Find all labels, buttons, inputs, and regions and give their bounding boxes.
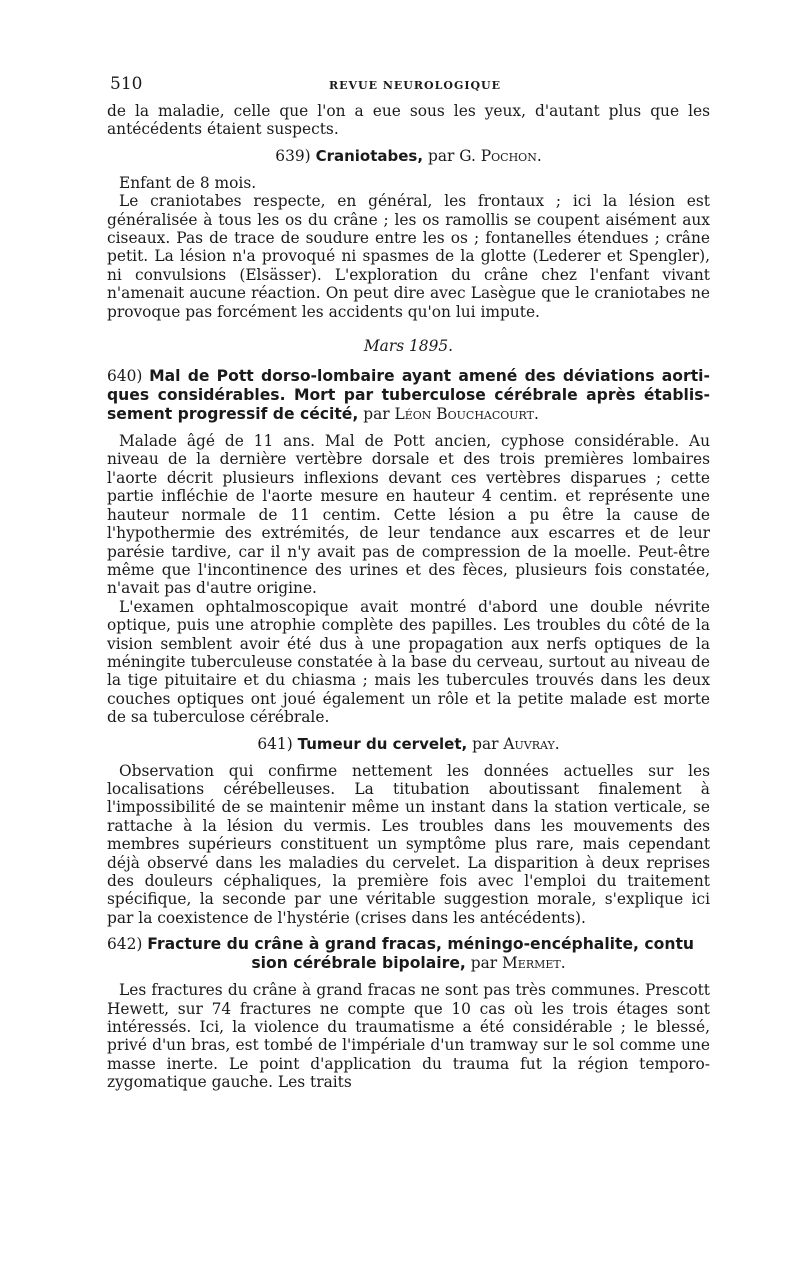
article-640-title [107,367,710,424]
article-642-heading-line-1: Fracture du crâne à grand fracas, méningo-encéphalite, contu [147,935,695,954]
section-date: Mars 1895. [363,337,454,356]
article-641-para-1: Observation qui confirme nettement les données actuelles sur les localisations cérébelleuses. La titubation aboutissant finalement à l'impossibilité de se maintenir même un instant dans la station verticale, se rattache à la lésion du vermis. Les troubles dans les mouvements des membres supérieurs constituent un symptôme plus rare, mais cependant déjà observé dans les maladies du cervelet. La disparition à deux reprises des douleurs céphaliques, la première fois avec l'emploi du traitement spécifique, la seconde par une véritable suggestion morale, s'explique ici par la coexistence de l'hystérie (crises dans les antécédents). [107,761,710,927]
article-641-number: 641) [257,734,293,753]
page-header [107,74,710,96]
article-641-title [107,735,710,754]
article-641-heading: Tumeur du cervelet, [297,734,468,753]
intro-paragraph: de la maladie, celle que l'on a eue sous les yeux, d'autant plus que les antécédents étaient suspects. [107,102,710,139]
running-title: REVUE NEUROLOGIQUE [329,79,502,92]
article-642-title [107,935,710,973]
article-642-by: par [470,954,498,973]
article-641-by: par [472,734,499,753]
article-640-para-2: L'examen ophtalmoscopique avait montré d'abord une double névrite optique, puis une atrophie complète des papilles. Les troubles du côté de la vision semblent avoir été dus à une propagation aux nerfs optiques de la méningite tuberculeuse constatée à la base du cerveau, surtout au niveau de la tige pituitaire et du chiasma ; mais les tubercules trouvés dans les deux couches optiques ont joué également un rôle et la petite malade est morte de sa tuberculose cérébrale. [107,597,710,727]
article-642-number: 642) [107,935,143,954]
article-640-author: Léon Bouchacourt. [394,405,539,424]
article-642-para-1: Les fractures du crâne à grand fracas ne sont pas très communes. Prescott Hewett, sur 74 fractures ne compte que 10 cas où les trois étages sont intéressés. Ici, la violence du traumatisme a été considérable ; le blessé, privé d'un bras, est tombé de l'impériale d'un tramway sur le sol comme une masse inerte. Le point d'application du trauma fut la région temporo-zygomatique gauche. Les traits [107,981,710,1092]
article-639-para-2: Le craniotabes respecte, en général, les frontaux ; ici la lésion est généralisée à tous les os du crâne ; les os ramollis se coupent aisément aux ciseaux. Pas de trace de soudure entre les os ; fontanelles étendues ; crâne petit. La lésion n'a provoqué ni spasmes de la glotte (Lederer et Spengler), ni convulsions (Elsässer). L'exploration du crâne chez l'enfant vivant n'amenait aucune réaction. On peut dire avec Lasègue que le craniotabes ne provoque pas forcément les accidents qu'on lui impute. [107,192,710,321]
article-640-para-1: Malade âgé de 11 ans. Mal de Pott ancien, cyphose considérable. Au niveau de la dernière vertèbre dorsale et des trois premières lombaires l'aorte décrit plusieurs inflexions devant ces vertèbres disparues ; cette partie infléchie de l'aorte mesure en hauteur 4 centim. et représente une hauteur normale de 11 centim. Cette lésion a pu être la cause de l'hypothermie des extrémités, de leur tendance aux escarres et de leur parésie tardive, car il n'y avait pas de compression de la moelle. Peut-être même que l'incontinence des urines et des fèces, plusieurs fois constatée, n'avait pas d'autre origine. [107,432,710,598]
article-642-heading-line-2: sion cérébrale bipolaire, [251,954,466,973]
article-639-heading: Craniotabes, [315,146,424,165]
article-640-heading: Mal de Pott dorso-lombaire ayant amené des déviations aortiques considérables. Mort par tuberculose cérébrale après établissement progressif de cécité, [107,367,710,424]
article-642-author: Mermet. [502,954,566,973]
article-641-author: Auvray. [503,734,560,753]
article-639-author: G. Pochon. [459,146,542,165]
article-639-number: 639) [275,146,311,165]
article-640-by: par [363,405,390,424]
article-639-title [107,147,710,166]
article-639-by: par [427,146,455,165]
article-639-para-1: Enfant de 8 mois. [119,173,257,192]
page-number: 510 [110,74,143,94]
article-640-number: 640) [107,367,143,386]
